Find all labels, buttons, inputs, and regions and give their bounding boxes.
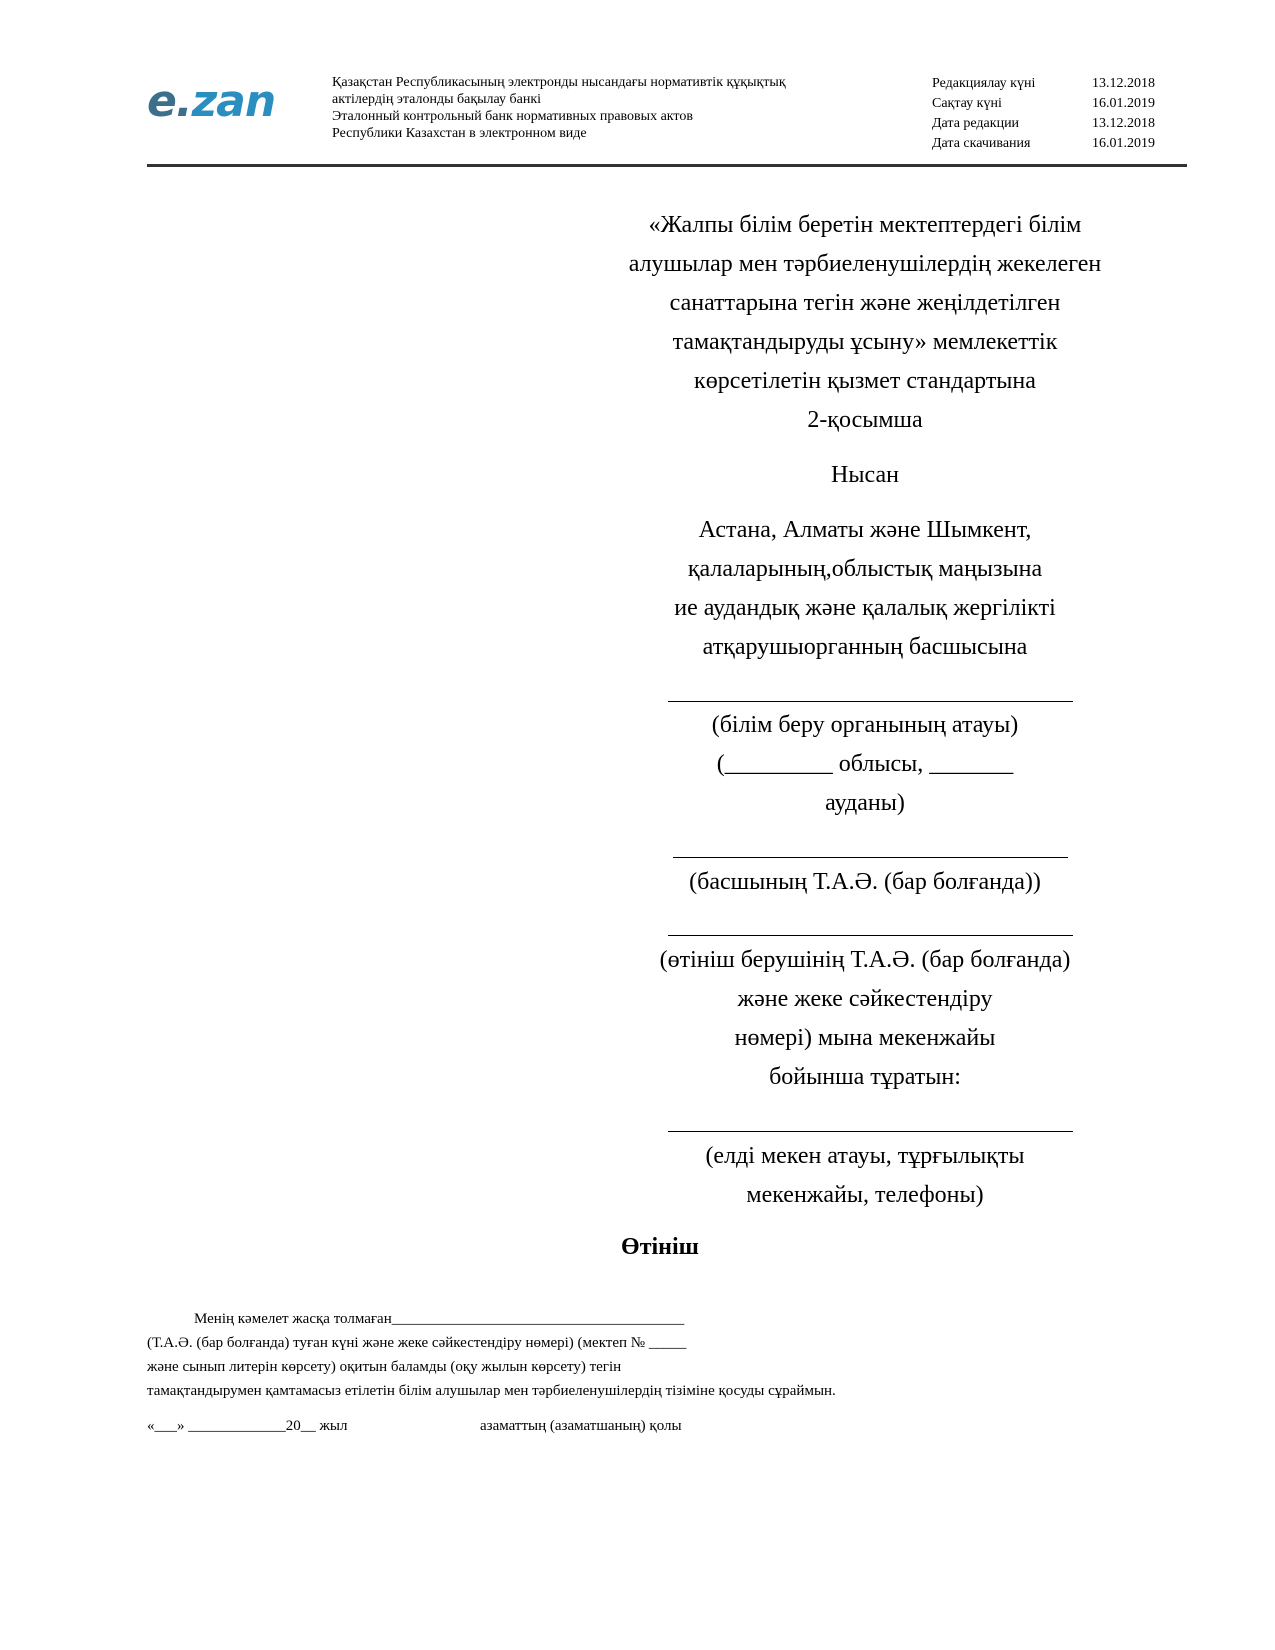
annex-block [565, 206, 1165, 440]
meta-label: Дата редакции [932, 116, 1020, 131]
addressee-line: атқарушыорганның басшысына [702, 634, 1028, 660]
annex-line: алушылар мен тәрбиеленушілердің жекелеген [628, 251, 1102, 277]
applicant-caption-line: (өтініш берушінің Т.А.Ә. (бар болғанда) [659, 947, 1071, 973]
header-desc-line: Эталонный контрольный банк нормативных правовых актов [332, 109, 693, 124]
body-line: (Т.А.Ә. (бар болғанда) туған күні және жеке сәйкестендіру нөмері) (мектеп № _____ [147, 1335, 687, 1351]
logo-e: e. [147, 76, 192, 127]
annex-line: көрсетілетін қызмет стандартына [694, 368, 1036, 394]
body-line: және сынып литерін көрсету) оқитын баламды (оқу жылын көрсету) тегін [147, 1359, 622, 1375]
meta-value: 13.12.2018 [1092, 76, 1155, 91]
region-district-line: (_________ облысы, _______ [716, 751, 1014, 777]
applicant-caption-line: бойынша тұратын: [769, 1064, 961, 1090]
authority-name-caption: (білім беру органының атауы) [711, 712, 1019, 738]
form-label-block [565, 456, 1165, 495]
ezan-logo [147, 76, 276, 127]
header-desc-line: актілердің эталонды бақылау банкі [332, 92, 542, 107]
meta-value: 16.01.2019 [1092, 96, 1155, 111]
meta-value: 13.12.2018 [1092, 116, 1155, 131]
applicant-caption-line: нөмері) мына мекенжайы [734, 1025, 996, 1051]
addressee-line: қалаларының,облыстық маңызына [687, 556, 1043, 582]
annex-line: 2-қосымша [807, 407, 923, 433]
body-line: тамақтандырумен қамтамасыз етілетін білім алушылар мен тәрбиеленушілердің тізіміне қосуды сұраймын. [147, 1383, 836, 1399]
header-desc-line: Республики Казахстан в электронном виде [332, 126, 587, 141]
address-block [565, 1137, 1165, 1215]
form-label: Нысан [831, 462, 899, 488]
meta-row-save-date-kz [932, 94, 1192, 114]
header-divider [147, 164, 1187, 167]
header-meta [932, 74, 1192, 154]
meta-label: Сақтау күні [932, 96, 1002, 111]
annex-line: «Жалпы білім беретін мектептердегі білім [648, 212, 1082, 238]
authority-name-block [565, 706, 1165, 823]
head-name-line [673, 857, 1068, 858]
petition-body [147, 1307, 1147, 1403]
applicant-block [565, 941, 1165, 1097]
address-caption-line: (елді мекен атауы, тұрғылықты [705, 1143, 1025, 1169]
petition-title: Өтініш [621, 1234, 699, 1260]
addressee-block [565, 511, 1165, 667]
address-line [668, 1131, 1073, 1132]
head-name-block [565, 863, 1165, 902]
meta-label: Редакциялау күні [932, 76, 1036, 91]
annex-line: санаттарына тегін және жеңілдетілген [669, 290, 1061, 316]
meta-value: 16.01.2019 [1092, 136, 1155, 151]
annex-line: тамақтандыруды ұсыну» мемлекеттік [672, 329, 1058, 355]
body-line: Менің кәмелет жасқа толмаған_______________________________________ [194, 1311, 685, 1327]
header-desc-line: Қазақстан Республикасының электронды нысандағы нормативтік құқықтық [332, 75, 786, 90]
applicant-name-line [668, 935, 1073, 936]
meta-label: Дата скачивания [932, 136, 1031, 151]
logo-zan: zan [191, 76, 276, 127]
meta-row-edit-date-ru [932, 114, 1192, 134]
header-description [332, 74, 892, 142]
date-signature-row [147, 1414, 1147, 1438]
address-caption-line: мекенжайы, телефоны) [746, 1182, 984, 1208]
addressee-line: ие аудандық және қалалық жергілікті [674, 595, 1056, 621]
date-line: «___» _____________20__ жыл [147, 1418, 348, 1434]
signature-label: азаматтың (азаматшаның) қолы [480, 1418, 682, 1434]
district-caption: ауданы) [825, 790, 905, 816]
authority-name-line [668, 701, 1073, 702]
meta-row-download-date-ru [932, 134, 1192, 154]
applicant-caption-line: және жеке сәйкестендіру [737, 986, 993, 1012]
document-header [147, 66, 1187, 166]
meta-row-edit-date-kz [932, 74, 1192, 94]
addressee-line: Астана, Алматы және Шымкент, [698, 517, 1032, 543]
head-name-caption: (басшының Т.А.Ә. (бар болғанда)) [689, 869, 1041, 895]
